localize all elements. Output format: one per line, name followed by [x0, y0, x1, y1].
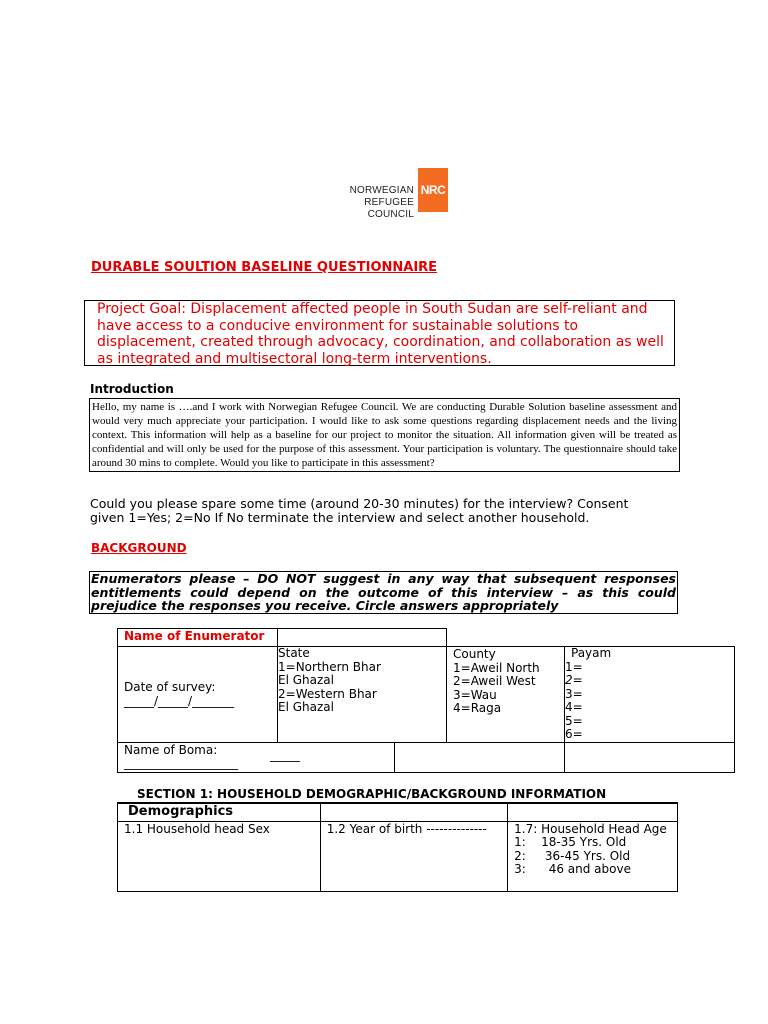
year-of-birth-cell[interactable]: 1.2 Year of birth -------------- — [320, 821, 507, 891]
demographics-spacer — [320, 803, 507, 821]
nrc-logo — [318, 168, 450, 220]
date-blank: _____/_____/_______ — [124, 693, 235, 708]
county-option: 3=Wau — [453, 687, 497, 702]
logo-line-1: NORWEGIAN — [349, 185, 414, 196]
logo-text — [318, 185, 414, 221]
date-label: Date of survey: — [124, 680, 216, 694]
enumerator-name-field[interactable] — [278, 629, 447, 647]
state-option: El Ghazal — [278, 673, 334, 687]
age-option: 3: 46 and above — [514, 862, 631, 876]
age-option: 1: 18-35 Yrs. Old — [514, 835, 627, 849]
logo-line-2: REFUGEE COUNCIL — [364, 197, 414, 220]
demographics-spacer — [508, 803, 678, 821]
county-cell[interactable] — [447, 647, 565, 743]
payam-cell[interactable] — [565, 647, 735, 743]
background-heading: BACKGROUND — [91, 541, 187, 555]
payam-option: 1= — [565, 659, 583, 674]
age-option: 2: 36-45 Yrs. Old — [514, 848, 631, 863]
enumerator-note: Enumerators please – DO NOT suggest in any way that subsequent responses entitlements could depend on the outcome of this interview – as this could prejudice the responses you receive. Circle answers appropriately — [91, 571, 676, 613]
county-option: 1=Aweil North — [453, 660, 540, 675]
state-option: 2=Western Bhar — [278, 686, 377, 701]
payam-option: 2= — [565, 673, 583, 687]
demographics-table — [117, 802, 678, 892]
demographics-label: Demographics — [118, 803, 321, 821]
survey-info-table — [117, 628, 735, 773]
enumerator-spacer — [447, 629, 735, 647]
enumerator-label: Name of Enumerator — [118, 629, 278, 647]
date-cell[interactable] — [118, 647, 278, 743]
boma-underline: ___________________ — [124, 756, 238, 770]
logo-badge: NRC — [418, 168, 448, 212]
state-header: State — [278, 646, 310, 660]
payam-option: 3= — [565, 686, 583, 701]
state-option: 1=Northern Bhar — [278, 659, 381, 674]
payam-option: 4= — [565, 700, 583, 714]
boma-blank: _____ — [270, 748, 300, 762]
county-option: 2=Aweil West — [453, 674, 536, 688]
introduction-heading: Introduction — [90, 382, 174, 396]
boma-field-3[interactable] — [565, 743, 735, 773]
payam-header: Payam — [571, 646, 612, 660]
boma-field-2[interactable] — [395, 743, 565, 773]
county-header: County — [453, 647, 496, 661]
household-head-age-cell[interactable] — [508, 821, 678, 891]
payam-option: 5= — [565, 713, 583, 728]
introduction-text: Hello, my name is ….and I work with Norwegian Refugee Council. We are conducting Durable Solution baseline assessment and would very much appreciate your participation. I would like to ask some questions regarding displacement needs and the living context. This information will help as a baseline for our project to monitor the situation. All information given will be treated as confidential and will only be used for the purpose of this assessment. Your participation is voluntary. The questionnaire should take around 30 mins to complete. Would you like to participate in this assessment? — [89, 398, 680, 472]
age-question: 1.7: Household Head Age — [514, 821, 667, 836]
county-option: 4=Raga — [453, 701, 502, 715]
boma-label: Name of Boma: — [124, 743, 218, 757]
project-goal-box: Project Goal: Displacement affected people in South Sudan are self-reliant and have access to a conducive environment for sustainable solutions to displacement, created through advocacy, coordination, and collaboration as well as integrated and multisectoral long-term interventions. — [84, 300, 675, 366]
document-title: DURABLE SOULTION BASELINE QUESTIONNAIRE — [91, 260, 438, 275]
consent-question: Could you please spare some time (around 20-30 minutes) for the interview? Consent given 1=Yes; 2=No If No terminate the interview and select another household. — [90, 496, 629, 525]
household-head-sex-cell[interactable]: 1.1 Household head Sex — [118, 821, 321, 891]
state-cell[interactable] — [278, 647, 447, 743]
payam-option: 6= — [565, 727, 583, 741]
state-option: El Ghazal — [278, 700, 334, 714]
section-1-heading: SECTION 1: HOUSEHOLD DEMOGRAPHIC/BACKGROUND INFORMATION — [137, 787, 607, 801]
boma-cell[interactable] — [118, 743, 395, 773]
